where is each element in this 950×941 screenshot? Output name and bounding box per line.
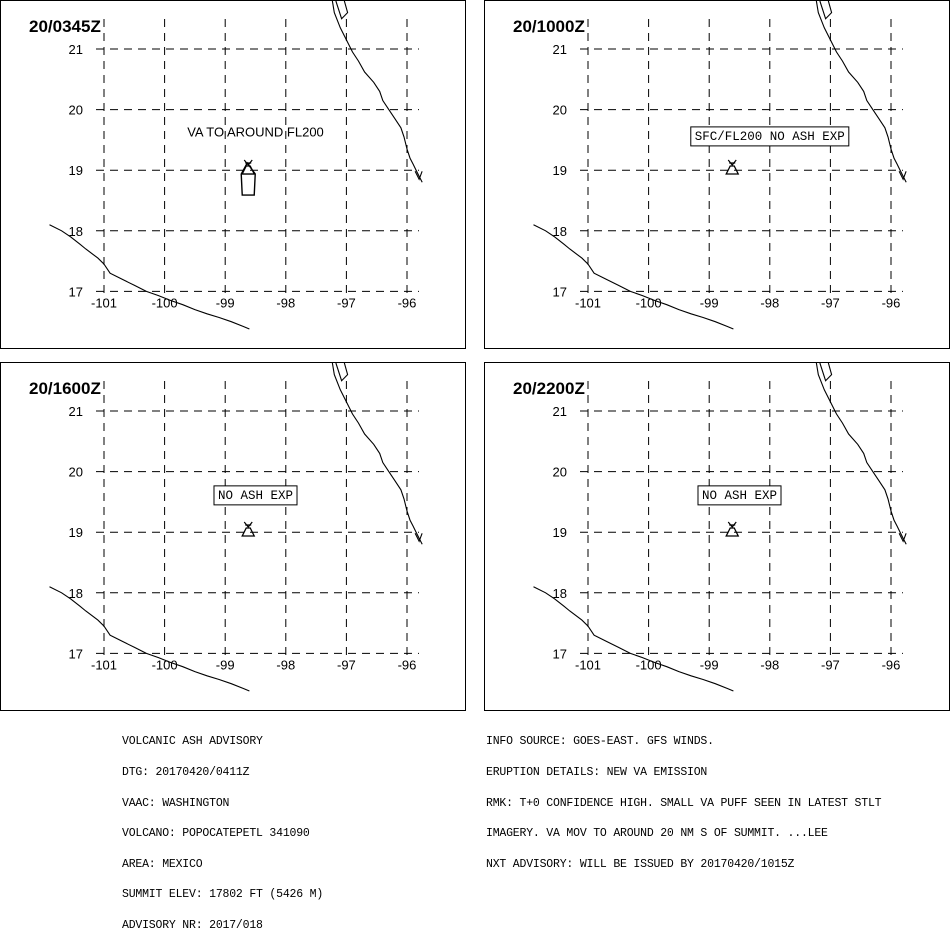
advisory-line: ERUPTION DETAILS: NEW VA EMISSION	[486, 766, 708, 779]
longitude-tick-label: -96	[881, 295, 901, 311]
map-panel-3	[0, 362, 466, 711]
panel-time-2: 20/1000Z	[513, 17, 585, 36]
volcano-cone	[726, 528, 738, 536]
longitude-tick-label: -101	[90, 295, 118, 311]
advisory-line: INFO SOURCE: GOES-EAST. GFS WINDS.	[486, 735, 714, 749]
ash-cloud-polygon	[241, 163, 255, 195]
latitude-tick-label: 17	[552, 284, 567, 300]
map-panel-2	[484, 0, 950, 349]
latitude-tick-label: 18	[68, 223, 83, 239]
longitude-tick-label: -101	[90, 657, 118, 673]
longitude-tick-label: -98	[760, 657, 780, 673]
latitude-tick-label: 19	[68, 525, 83, 541]
volcano-cone	[726, 166, 738, 174]
pacific-coastline	[50, 225, 250, 329]
longitude-tick-label: -97	[337, 657, 356, 673]
longitude-tick-label: -99	[215, 295, 235, 311]
longitude-tick-label: -97	[821, 657, 840, 673]
advisory-line: VAAC: WASHINGTON	[122, 796, 230, 810]
panel-time-4: 20/2200Z	[513, 379, 585, 398]
longitude-tick-label: -100	[635, 295, 662, 311]
pacific-coastline	[534, 587, 734, 691]
latitude-tick-label: 18	[552, 585, 567, 601]
latitude-tick-label: 17	[68, 284, 83, 300]
advisory-line: RMK: T+0 CONFIDENCE HIGH. SMALL VA PUFF SEEN IN LATEST STLT	[486, 796, 882, 810]
advisory-line: DTG: 20170420/0411Z	[122, 766, 250, 779]
map-panel-4	[484, 362, 950, 711]
volcano-icon	[242, 522, 254, 536]
volcano-cone	[242, 528, 254, 536]
latitude-tick-label: 20	[552, 464, 567, 480]
advisory-line: VOLCANO: POPOCATEPETL 341090	[122, 827, 310, 841]
map-canvas-2	[485, 1, 950, 350]
forecast-label: SFC/FL200 NO ASH EXP	[694, 129, 845, 144]
longitude-tick-label: -99	[699, 295, 719, 311]
latitude-tick-label: 21	[68, 404, 83, 419]
volcano-plume	[728, 160, 736, 165]
longitude-tick-label: -96	[397, 295, 417, 311]
map-panel-1	[0, 0, 466, 349]
volcano-icon	[242, 160, 254, 174]
gulf-coastline	[812, 1, 906, 182]
volcano-plume	[728, 522, 736, 527]
gulf-coastline	[328, 363, 422, 544]
latitude-tick-label: 19	[552, 525, 567, 541]
latitude-tick-label: 21	[68, 42, 83, 57]
longitude-tick-label: -100	[151, 657, 178, 673]
latitude-tick-label: 18	[68, 585, 83, 601]
volcano-plume	[244, 522, 252, 527]
latitude-tick-label: 21	[552, 404, 567, 419]
longitude-tick-label: -97	[821, 295, 840, 311]
panel-time-3: 20/1600Z	[29, 379, 101, 398]
forecast-label: NO ASH EXP	[701, 488, 778, 503]
advisory-line: VOLCANIC ASH ADVISORY	[122, 735, 263, 749]
latitude-tick-label: 20	[68, 464, 83, 480]
advisory-line: AREA: MEXICO	[122, 857, 203, 871]
panel-time-1: 20/0345Z	[29, 17, 101, 36]
latitude-tick-label: 19	[552, 163, 567, 179]
coastal-lagoon	[334, 1, 347, 19]
advisory-line: IMAGERY. VA MOV TO AROUND 20 NM S OF SUMMIT. ...LEE	[486, 827, 828, 841]
longitude-tick-label: -96	[881, 657, 901, 673]
gulf-coastline	[812, 363, 906, 544]
latitude-tick-label: 20	[68, 102, 83, 118]
advisory-line: SUMMIT ELEV: 17802 FT (5426 M)	[122, 888, 324, 902]
pacific-coastline	[50, 587, 250, 691]
longitude-tick-label: -101	[574, 657, 602, 673]
latitude-tick-label: 17	[68, 646, 83, 662]
longitude-tick-label: -97	[337, 295, 356, 311]
longitude-tick-label: -100	[635, 657, 662, 673]
coastal-lagoon	[818, 1, 831, 19]
map-canvas-3	[1, 363, 467, 712]
volcano-icon	[726, 160, 738, 174]
latitude-tick-label: 19	[68, 163, 83, 179]
longitude-tick-label: -96	[397, 657, 417, 673]
forecast-label: NO ASH EXP	[217, 488, 294, 503]
forecast-label: VA TO AROUND FL200	[187, 124, 324, 140]
map-canvas-1	[1, 1, 467, 350]
longitude-tick-label: -98	[276, 657, 296, 673]
advisory-line: NXT ADVISORY: WILL BE ISSUED BY 20170420/1015Z	[486, 857, 795, 871]
longitude-tick-label: -98	[276, 295, 296, 311]
volcano-icon	[726, 522, 738, 536]
latitude-tick-label: 18	[552, 223, 567, 239]
longitude-tick-label: -101	[574, 295, 602, 311]
latitude-tick-label: 20	[552, 102, 567, 118]
pacific-coastline	[534, 225, 734, 329]
gulf-coastline	[328, 1, 422, 182]
longitude-tick-label: -100	[151, 295, 178, 311]
longitude-tick-label: -98	[760, 295, 780, 311]
coastal-lagoon	[818, 363, 831, 381]
latitude-tick-label: 17	[552, 646, 567, 662]
map-canvas-4	[485, 363, 950, 712]
advisory-right-block	[486, 717, 881, 880]
longitude-tick-label: -99	[699, 657, 719, 673]
advisory-left-block	[122, 717, 323, 941]
coastal-lagoon	[334, 363, 347, 381]
latitude-tick-label: 21	[552, 42, 567, 57]
longitude-tick-label: -99	[215, 657, 235, 673]
advisory-line: ADVISORY NR: 2017/018	[122, 918, 263, 932]
